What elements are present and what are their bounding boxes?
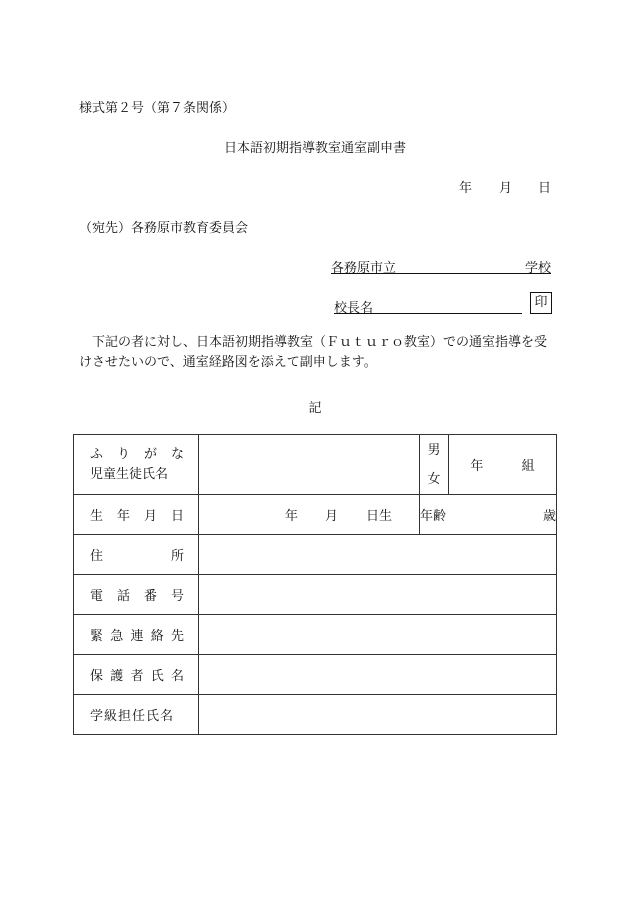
grade-year-label: 年	[470, 459, 484, 474]
student-name-input[interactable]	[199, 435, 420, 495]
school-prefix: 各務原市立	[331, 261, 397, 276]
teacher-label-cell	[74, 695, 199, 735]
emergency-contact-label: 緊 急 連 絡 先	[90, 629, 184, 644]
birthdate-input[interactable]	[199, 495, 420, 535]
emergency-label-cell	[74, 615, 199, 655]
furigana-label: ふ り が な	[90, 446, 184, 462]
addressee: （宛先）各務原市教育委員会	[79, 221, 249, 236]
phone-input[interactable]	[199, 575, 557, 615]
female-label: 女	[427, 471, 441, 487]
school-name-field[interactable]	[331, 257, 551, 274]
birthdate-label-cell	[74, 495, 199, 535]
principal-name-field[interactable]	[334, 297, 522, 314]
homeroom-teacher-input[interactable]	[199, 695, 557, 735]
grade-class-label: 組	[521, 459, 535, 474]
birth-day-label: 日生	[366, 509, 393, 524]
student-info-table	[73, 434, 557, 735]
age-unit: 歳	[542, 509, 556, 524]
homeroom-teacher-label: 学級担任氏名	[90, 709, 175, 724]
male-label: 男	[427, 442, 441, 458]
principal-label: 校長名	[334, 301, 374, 316]
guardian-label-cell	[74, 655, 199, 695]
birth-month-label: 月	[325, 509, 339, 524]
emergency-contact-input[interactable]	[199, 615, 557, 655]
grade-class-input[interactable]	[449, 435, 557, 495]
form-number: 様式第２号（第７条関係）	[79, 101, 236, 116]
sex-cell[interactable]	[420, 435, 449, 495]
age-label: 年齢	[420, 509, 447, 524]
school-suffix: 学校	[524, 261, 551, 276]
date-month-label: 月	[499, 181, 513, 196]
name-label: 児童生徒氏名	[90, 466, 169, 482]
birthdate-label: 生 年 月 日	[90, 509, 184, 524]
birth-year-label: 年	[285, 509, 299, 524]
address-input[interactable]	[199, 535, 557, 575]
guardian-name-input[interactable]	[199, 655, 557, 695]
date-day-label: 日	[538, 181, 552, 196]
address-label: 住 所	[90, 549, 184, 564]
phone-label: 電 話 番 号	[90, 589, 184, 604]
address-label-cell	[74, 535, 199, 575]
seal-box: 印	[530, 292, 552, 314]
age-input[interactable]	[420, 495, 557, 535]
body-paragraph: 下記の者に対し、日本語初期指導教室（Ｆｕｔｕｒｏ教室）での通室指導を受けさせたいので、通室経路図を添えて副申します。	[79, 335, 548, 370]
phone-label-cell	[74, 575, 199, 615]
ki-heading: 記	[308, 401, 322, 416]
date-year-label: 年	[459, 181, 473, 196]
guardian-name-label: 保 護 者 氏 名	[90, 669, 184, 684]
document-title: 日本語初期指導教室通室副申書	[223, 141, 406, 156]
furigana-name-label-cell	[74, 435, 199, 495]
